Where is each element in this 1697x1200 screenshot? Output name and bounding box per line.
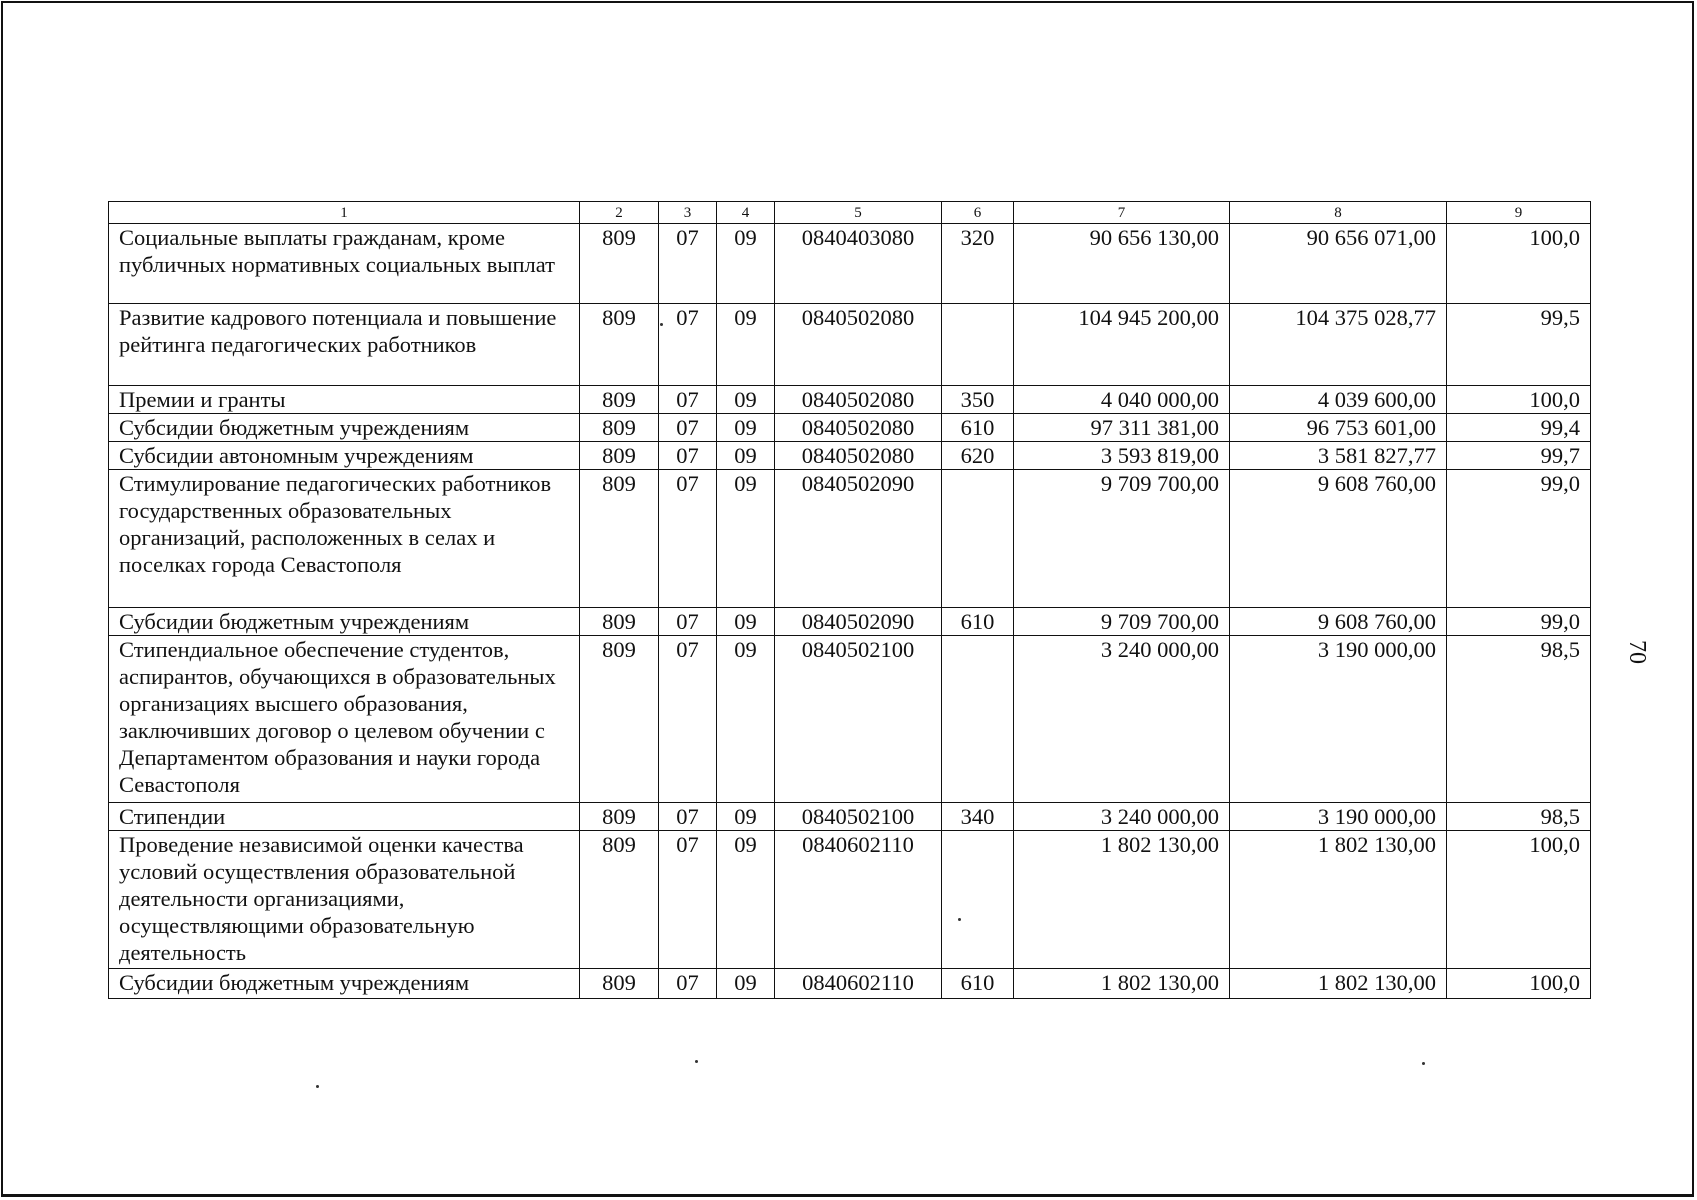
subsection-cell: 09 xyxy=(717,831,775,969)
expense-type-cell: 610 xyxy=(942,414,1014,442)
table-row xyxy=(109,636,1591,803)
section-cell: 07 xyxy=(659,414,717,442)
table-row xyxy=(109,969,1591,999)
expense-type-cell xyxy=(942,636,1014,803)
scan-speck xyxy=(958,918,961,921)
table-row xyxy=(109,442,1591,470)
percent-cell: 98,5 xyxy=(1447,636,1591,803)
subsection-cell: 09 xyxy=(717,442,775,470)
scan-speck xyxy=(695,1060,698,1063)
row-name-cell: Стимулирование педагогических работников государственных образовательных организаций, расположенных в селах и поселках города Севастополя xyxy=(109,470,580,608)
executed-amount-cell: 104 375 028,77 xyxy=(1230,304,1447,386)
target-article-cell: 0840502090 xyxy=(775,608,942,636)
section-cell: 07 xyxy=(659,386,717,414)
section-cell: 07 xyxy=(659,442,717,470)
target-article-cell: 0840403080 xyxy=(775,224,942,304)
scan-speck xyxy=(1422,1062,1425,1065)
target-article-cell: 0840502080 xyxy=(775,442,942,470)
executed-amount-cell: 9 608 760,00 xyxy=(1230,470,1447,608)
target-article-cell: 0840602110 xyxy=(775,831,942,969)
expense-type-cell: 620 xyxy=(942,442,1014,470)
row-name-cell: Социальные выплаты гражданам, кроме публичных нормативных социальных выплат xyxy=(109,224,580,304)
executed-amount-cell: 3 190 000,00 xyxy=(1230,803,1447,831)
column-header-6: 6 xyxy=(942,202,1014,224)
row-name-cell: Проведение независимой оценки качества условий осуществления образовательной деятельности организациями, осуществляющими образовательную деятельность xyxy=(109,831,580,969)
percent-cell: 99,0 xyxy=(1447,470,1591,608)
column-header-4: 4 xyxy=(717,202,775,224)
row-name-cell: Субсидии автономным учреждениям xyxy=(109,442,580,470)
expense-type-cell: 340 xyxy=(942,803,1014,831)
subsection-cell: 09 xyxy=(717,608,775,636)
column-header-3: 3 xyxy=(659,202,717,224)
executed-amount-cell: 96 753 601,00 xyxy=(1230,414,1447,442)
executed-amount-cell: 90 656 071,00 xyxy=(1230,224,1447,304)
target-article-cell: 0840502100 xyxy=(775,803,942,831)
budget-table xyxy=(108,201,1591,999)
planned-amount-cell: 90 656 130,00 xyxy=(1014,224,1230,304)
percent-cell: 99,4 xyxy=(1447,414,1591,442)
planned-amount-cell: 9 709 700,00 xyxy=(1014,470,1230,608)
table-row xyxy=(109,608,1591,636)
table-row xyxy=(109,414,1591,442)
executed-amount-cell: 3 581 827,77 xyxy=(1230,442,1447,470)
target-article-cell: 0840502090 xyxy=(775,470,942,608)
section-cell: 07 xyxy=(659,969,717,999)
expense-type-cell xyxy=(942,470,1014,608)
executed-amount-cell: 3 190 000,00 xyxy=(1230,636,1447,803)
section-cell: 07 xyxy=(659,831,717,969)
gl-code-cell: 809 xyxy=(580,470,659,608)
scan-speck xyxy=(316,1085,319,1088)
planned-amount-cell: 1 802 130,00 xyxy=(1014,831,1230,969)
section-cell: 07 xyxy=(659,304,717,386)
percent-cell: 99,0 xyxy=(1447,608,1591,636)
column-header-8: 8 xyxy=(1230,202,1447,224)
table-row xyxy=(109,224,1591,304)
gl-code-cell: 809 xyxy=(580,224,659,304)
gl-code-cell: 809 xyxy=(580,803,659,831)
planned-amount-cell: 3 240 000,00 xyxy=(1014,803,1230,831)
subsection-cell: 09 xyxy=(717,470,775,608)
planned-amount-cell: 104 945 200,00 xyxy=(1014,304,1230,386)
target-article-cell: 0840602110 xyxy=(775,969,942,999)
gl-code-cell: 809 xyxy=(580,636,659,803)
subsection-cell: 09 xyxy=(717,414,775,442)
percent-cell: 99,7 xyxy=(1447,442,1591,470)
subsection-cell: 09 xyxy=(717,969,775,999)
table-row xyxy=(109,831,1591,969)
subsection-cell: 09 xyxy=(717,803,775,831)
column-header-2: 2 xyxy=(580,202,659,224)
row-name-cell: Субсидии бюджетным учреждениям xyxy=(109,969,580,999)
expense-type-cell: 610 xyxy=(942,969,1014,999)
section-cell: 07 xyxy=(659,636,717,803)
subsection-cell: 09 xyxy=(717,304,775,386)
expense-type-cell: 320 xyxy=(942,224,1014,304)
executed-amount-cell: 1 802 130,00 xyxy=(1230,831,1447,969)
section-cell: 07 xyxy=(659,224,717,304)
target-article-cell: 0840502100 xyxy=(775,636,942,803)
gl-code-cell: 809 xyxy=(580,969,659,999)
planned-amount-cell: 9 709 700,00 xyxy=(1014,608,1230,636)
percent-cell: 100,0 xyxy=(1447,969,1591,999)
column-header-1: 1 xyxy=(109,202,580,224)
target-article-cell: 0840502080 xyxy=(775,386,942,414)
page-number: 70 xyxy=(1624,640,1650,664)
row-name-cell: Стипендии xyxy=(109,803,580,831)
gl-code-cell: 809 xyxy=(580,831,659,969)
column-header-7: 7 xyxy=(1014,202,1230,224)
percent-cell: 99,5 xyxy=(1447,304,1591,386)
target-article-cell: 0840502080 xyxy=(775,304,942,386)
planned-amount-cell: 4 040 000,00 xyxy=(1014,386,1230,414)
percent-cell: 100,0 xyxy=(1447,224,1591,304)
planned-amount-cell: 3 240 000,00 xyxy=(1014,636,1230,803)
gl-code-cell: 809 xyxy=(580,304,659,386)
row-name-cell: Стипендиальное обеспечение студентов, аспирантов, обучающихся в образовательных организациях высшего образования, заключивших договор о целевом обучении с Департаментом образования и науки города Севастополя xyxy=(109,636,580,803)
executed-amount-cell: 4 039 600,00 xyxy=(1230,386,1447,414)
gl-code-cell: 809 xyxy=(580,608,659,636)
percent-cell: 100,0 xyxy=(1447,831,1591,969)
row-name-cell: Развитие кадрового потенциала и повышение рейтинга педагогических работников xyxy=(109,304,580,386)
planned-amount-cell: 1 802 130,00 xyxy=(1014,969,1230,999)
expense-type-cell xyxy=(942,831,1014,969)
table-row xyxy=(109,803,1591,831)
gl-code-cell: 809 xyxy=(580,442,659,470)
planned-amount-cell: 97 311 381,00 xyxy=(1014,414,1230,442)
expense-type-cell: 350 xyxy=(942,386,1014,414)
table-row xyxy=(109,304,1591,386)
table-row xyxy=(109,386,1591,414)
column-header-9: 9 xyxy=(1447,202,1591,224)
percent-cell: 98,5 xyxy=(1447,803,1591,831)
executed-amount-cell: 1 802 130,00 xyxy=(1230,969,1447,999)
column-number-header-row xyxy=(109,202,1591,224)
row-name-cell: Премии и гранты xyxy=(109,386,580,414)
executed-amount-cell: 9 608 760,00 xyxy=(1230,608,1447,636)
scan-speck xyxy=(660,323,663,326)
expense-type-cell xyxy=(942,304,1014,386)
section-cell: 07 xyxy=(659,608,717,636)
planned-amount-cell: 3 593 819,00 xyxy=(1014,442,1230,470)
section-cell: 07 xyxy=(659,803,717,831)
expense-type-cell: 610 xyxy=(942,608,1014,636)
subsection-cell: 09 xyxy=(717,386,775,414)
subsection-cell: 09 xyxy=(717,636,775,803)
gl-code-cell: 809 xyxy=(580,386,659,414)
row-name-cell: Субсидии бюджетным учреждениям xyxy=(109,608,580,636)
subsection-cell: 09 xyxy=(717,224,775,304)
target-article-cell: 0840502080 xyxy=(775,414,942,442)
row-name-cell: Субсидии бюджетным учреждениям xyxy=(109,414,580,442)
percent-cell: 100,0 xyxy=(1447,386,1591,414)
section-cell: 07 xyxy=(659,470,717,608)
column-header-5: 5 xyxy=(775,202,942,224)
table-row xyxy=(109,470,1591,608)
gl-code-cell: 809 xyxy=(580,414,659,442)
